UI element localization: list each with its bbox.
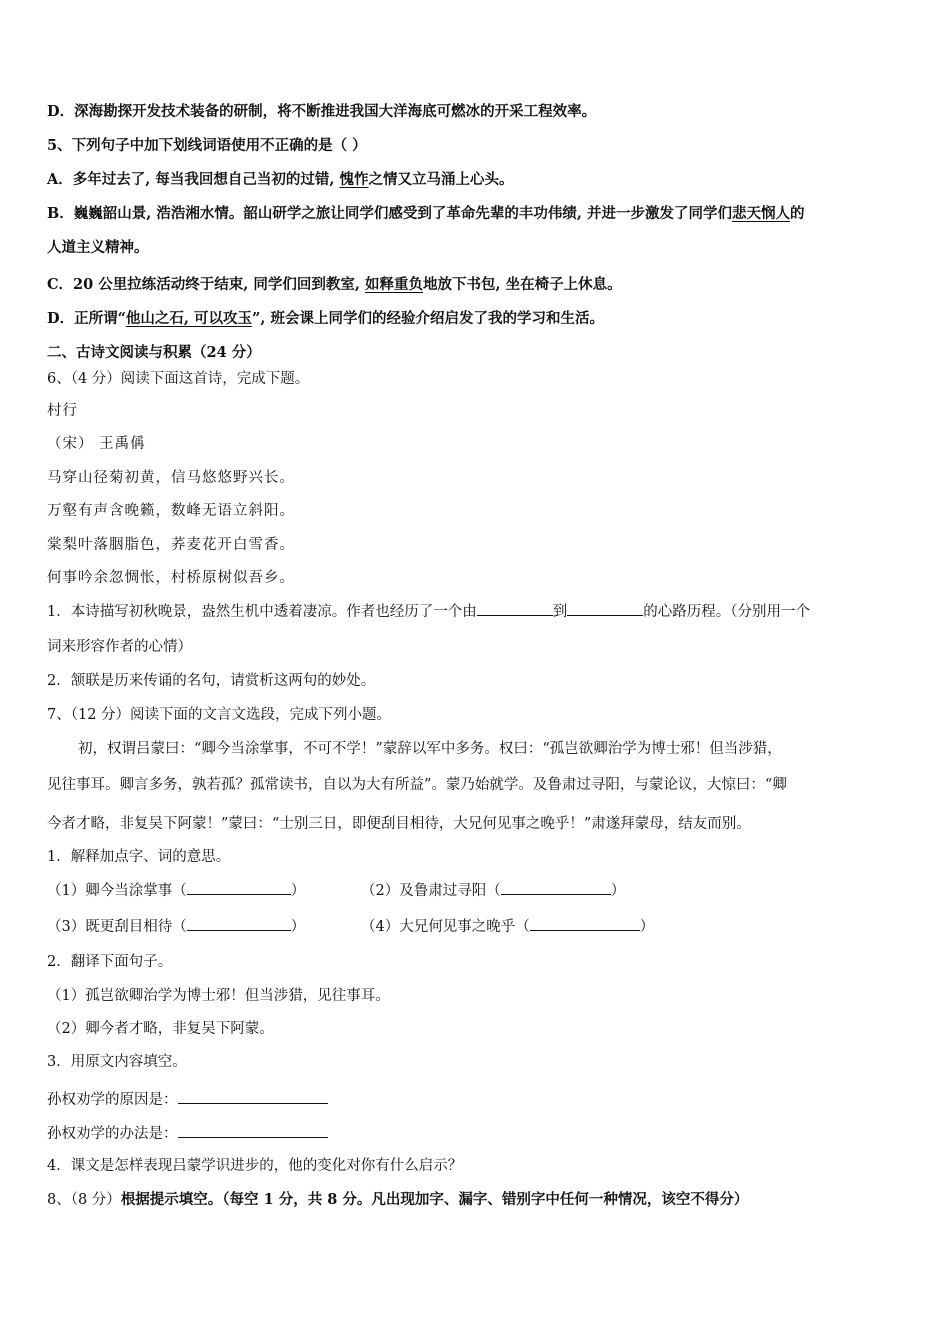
- answer-blank-8[interactable]: [178, 1123, 328, 1138]
- q5-a-underlined: 愧怍: [339, 171, 369, 188]
- q5-c-underlined: 如释重负: [364, 276, 423, 293]
- q5-d-text: D．正所谓“: [47, 310, 126, 327]
- q5-d-underlined: 他山之石, 可以攻玉: [125, 310, 253, 327]
- poem-line-3: 棠梨叶落胭脂色，荞麦花开白雪香。: [47, 537, 295, 553]
- section2-title: 二、古诗文阅读与积累（24 分）: [47, 344, 261, 361]
- poem-line-1: 马穿山径菊初黄，信马悠悠野兴长。: [47, 470, 295, 486]
- q7-sub3-item1: [47, 1089, 328, 1110]
- passage-line-1: 初，权谓吕蒙曰：“卿今当涂掌事，不可不学！”蒙辞以军中多务。权曰：“孤岂欲卿治学为博士邪！但当涉猎，: [78, 741, 782, 757]
- q6-sub2: 2．颔联是历来传诵的名句，请赏析这两句的妙处。: [47, 673, 376, 689]
- close-paren: ）: [290, 919, 306, 935]
- q7-sub1-item4: （4）大兄何见事之晚乎（: [361, 919, 530, 935]
- close-paren: ）: [610, 883, 626, 899]
- q5-option-c: [47, 275, 622, 295]
- q7-sub1-item1: （1）卿今当涂掌事（: [47, 883, 187, 899]
- q5-b-underlined: 悲天悯人: [731, 205, 790, 222]
- q5-c-text: C．20 公里拉练活动终于结束, 同学们回到教室,: [47, 276, 365, 293]
- q7-sub1: 1．解释加点字、词的意思。: [47, 849, 231, 865]
- poem-line-4: 何事吟余忽惆怅，村桥原树似吾乡。: [47, 570, 295, 586]
- q7-sub1-item3: （3）既更刮目相待（: [47, 919, 187, 935]
- poem-line-2: 万壑有声含晚籁，数峰无语立斜阳。: [47, 503, 295, 519]
- q7-sub2-item1: （1）孤岂欲卿治学为博士邪！但当涉猎，见往事耳。: [47, 988, 390, 1004]
- poem-author: （宋） 王禹偁: [47, 436, 146, 452]
- q5-a-text-end: 之情又立马涌上心头。: [368, 171, 514, 188]
- q5-option-b-line2: 人道主义精神。: [47, 239, 149, 256]
- q7-sub2-item2: （2）卿今者才略，非复吴下阿蒙。: [47, 1021, 274, 1037]
- q7-sub2: 2．翻译下面句子。: [47, 954, 173, 970]
- q8-stem-bold: 根据提示填空。（每空 1 分，共 8 分。凡出现加字、漏字、错别字中任何一种情况，该空不得分）: [120, 1191, 749, 1208]
- q6-sub1-mid: 到: [552, 604, 568, 620]
- q6-stem: 6、（4 分）阅读下面这首诗，完成下题。: [47, 371, 310, 387]
- q5-a-text: A．多年过去了, 每当我回想自己当初的过错,: [47, 171, 340, 188]
- q7-stem: 7、（12 分）阅读下面的文言文选段，完成下列小题。: [47, 707, 392, 723]
- q4-option-d: D．深海勘探开发技术装备的研制，将不断推进我国大洋海底可燃冰的开采工程效率。: [47, 103, 597, 120]
- q7-sub3-item1-text: 孙权劝学的原因是：: [47, 1092, 178, 1108]
- passage-line-3: 今者才略，非复吴下阿蒙！”蒙曰：“士别三日，即便刮目相待，大兄何见事之晚乎！”肃遂拜蒙母，结友而别。: [47, 816, 751, 832]
- answer-blank-3[interactable]: [187, 880, 291, 895]
- q5-b-text: B．巍巍韶山景, 浩浩湘水情。韶山研学之旅让同学们感受到了革命先辈的丰功伟绩, 并进一步激发了同学们: [47, 205, 732, 222]
- q6-sub1-text: 1．本诗描写初秋晚景，盎然生机中透着凄凉。作者也经历了一个由: [47, 604, 477, 620]
- q7-sub1-item2: （2）及鲁肃过寻阳（: [361, 883, 501, 899]
- q5-option-d: [47, 309, 604, 329]
- q5-option-a: [47, 170, 513, 190]
- close-paren: ）: [639, 919, 655, 935]
- passage-line-2: 见往事耳。卿言多务，孰若孤？孤常读书，自以为大有所益”。蒙乃始就学。及鲁肃过寻阳，与蒙论议，大惊曰：“卿: [47, 777, 787, 793]
- q6-sub1-text-end: 的心路历程。（分别用一个: [643, 604, 810, 620]
- answer-blank-7[interactable]: [178, 1089, 328, 1104]
- q8-stem: [47, 1190, 748, 1210]
- q5-d-text-end: ”, 班会课上同学们的经验介绍启发了我的学习和生活。: [252, 310, 604, 327]
- q5-stem: 5、下列句子中加下划线词语使用不正确的是（ ）: [47, 137, 367, 154]
- q5-c-text-end: 地放下书包, 坐在椅子上休息。: [422, 276, 622, 293]
- q6-sub1: [47, 601, 810, 622]
- answer-blank-4[interactable]: [501, 880, 611, 895]
- q7-sub1-row1: [47, 880, 907, 901]
- answer-blank-5[interactable]: [187, 916, 291, 931]
- q5-option-b: [47, 204, 804, 224]
- q6-sub1-line2: 词来形容作者的心情）: [47, 639, 192, 655]
- answer-blank-2[interactable]: [567, 601, 643, 616]
- answer-blank-1[interactable]: [477, 601, 553, 616]
- q7-sub3-item2: [47, 1123, 328, 1144]
- close-paren: ）: [290, 883, 306, 899]
- q5-b-text-end: 的: [789, 205, 805, 222]
- q8-stem-prefix: 8、（8 分）: [47, 1192, 121, 1208]
- answer-blank-6[interactable]: [530, 916, 640, 931]
- q7-sub3: 3．用原文内容填空。: [47, 1054, 187, 1070]
- poem-title: 村行: [47, 403, 78, 419]
- q7-sub3-item2-text: 孙权劝学的办法是：: [47, 1126, 178, 1142]
- q7-sub4: 4．课文是怎样表现吕蒙学识进步的，他的变化对你有什么启示？: [47, 1158, 463, 1174]
- q7-sub1-row2: [47, 916, 907, 937]
